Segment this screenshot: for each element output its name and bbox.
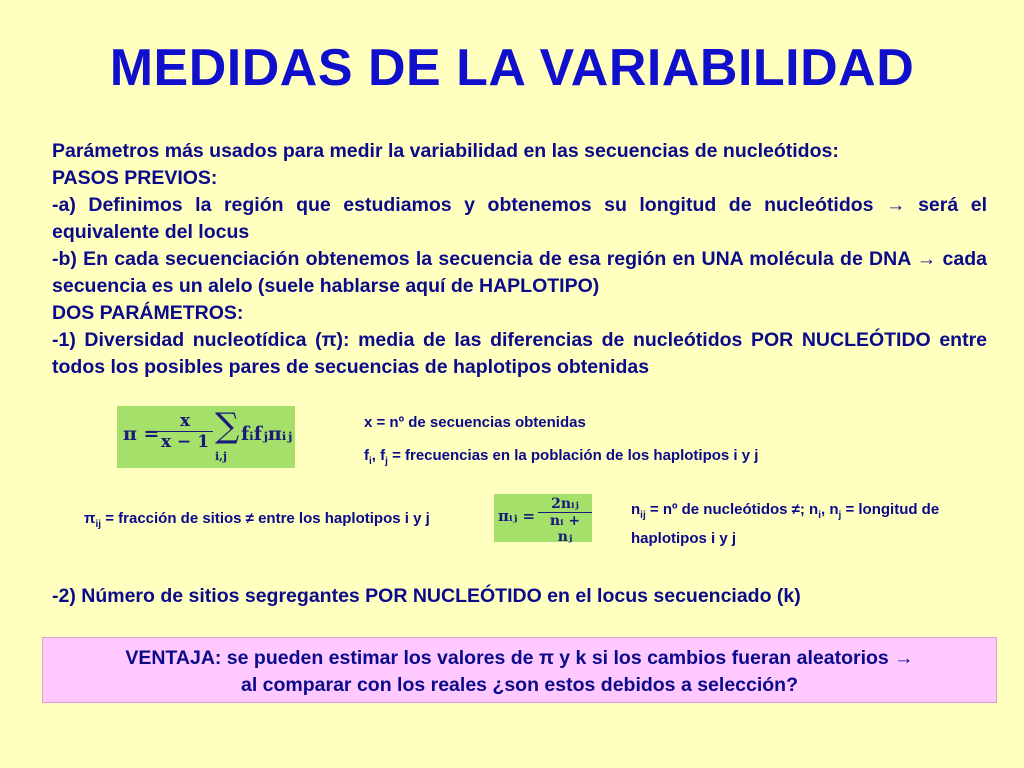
n-definition-comma: , n — [821, 501, 839, 518]
pi-formula-denominator: x − 1 — [161, 432, 210, 452]
ventaja-line-2: al comparar con los reales ¿son estos debidos a selección? — [240, 674, 799, 696]
f-definition — [364, 447, 758, 467]
ventaja-box — [42, 637, 997, 703]
step-b: -b) En cada secuenciación obtenemos la secuencia de esa región en UNA molécula de DNA → cada secuencia es un alelo (suele hablarse aquí de HAPLOTIPO) — [52, 248, 987, 297]
f-definition-text: = frecuencias en la población de los haplotipos i y j — [387, 447, 759, 464]
pi-ij-definition — [84, 510, 430, 530]
pi-ij-formula — [494, 494, 592, 545]
pi-ij-definition-sub: ij — [95, 519, 102, 530]
pi-ij-formula-numerator: 2nᵢⱼ — [538, 496, 592, 513]
n-definition-text-2: = longitud de haplotipos i y j — [631, 501, 940, 547]
pi-formula-numerator: x — [157, 411, 213, 432]
n-definition-n: n — [631, 501, 641, 518]
n-definition-sub-j: j — [838, 510, 842, 521]
pi-formula — [117, 406, 295, 468]
pi-formula-fraction — [157, 411, 213, 452]
f-definition-comma: , f — [371, 447, 386, 464]
step-a: -a) Definimos la región que estudiamos y obtenemos su longitud de nucleótidos → será el equivalente del locus — [52, 194, 987, 243]
f-definition-sub-j: j — [385, 456, 388, 467]
n-definition-sub-i: i — [818, 510, 821, 521]
pasos-heading: PASOS PREVIOS: — [52, 167, 218, 189]
pi-ij-formula-lhs: πᵢⱼ = — [498, 507, 536, 525]
slide-title: MEDIDAS DE LA VARIABILIDAD — [109, 39, 915, 97]
pi-ij-definition-text: = fracción de sitios ≠ entre los haplotipos i y j — [101, 510, 430, 527]
f-definition-sub-i: i — [369, 456, 372, 467]
body-text — [52, 138, 987, 381]
sum-subscript: i,j — [215, 450, 227, 463]
sum-icon: ∑ — [215, 406, 240, 446]
pi-formula-term: fᵢfⱼπᵢⱼ — [241, 423, 293, 445]
pi-ij-formula-denominator: nᵢ + nⱼ — [549, 513, 581, 545]
f-definition-f: f — [364, 447, 369, 464]
n-definition — [631, 498, 991, 550]
ventaja-line-1: VENTAJA: se pueden estimar los valores de π y k si los cambios fueran aleatorios → — [125, 647, 914, 669]
dos-heading: DOS PARÁMETROS: — [52, 302, 244, 324]
pi-ij-definition-symbol: π — [84, 510, 96, 527]
pi-formula-lhs: π = — [123, 423, 160, 445]
intro-text: Parámetros más usados para medir la variabilidad en las secuencias de nucleótidos: — [52, 140, 839, 162]
param-2: -2) Número de sitios segregantes POR NUCLEÓTIDO en el locus secuenciado (k) — [52, 585, 801, 607]
pi-ij-formula-fraction — [538, 496, 592, 545]
n-definition-text-1: = nº de nucleótidos ≠; n — [645, 501, 819, 518]
param-1: -1) Diversidad nucleotídica (π): media de las diferencias de nucleótidos POR NUCLEÓTIDO entre todos los posibles pares de secuencias de haplotipos obtenidas — [52, 329, 987, 378]
n-definition-sub-ij: ij — [640, 510, 646, 521]
x-definition: x = nº de secuencias obtenidas — [364, 414, 586, 431]
